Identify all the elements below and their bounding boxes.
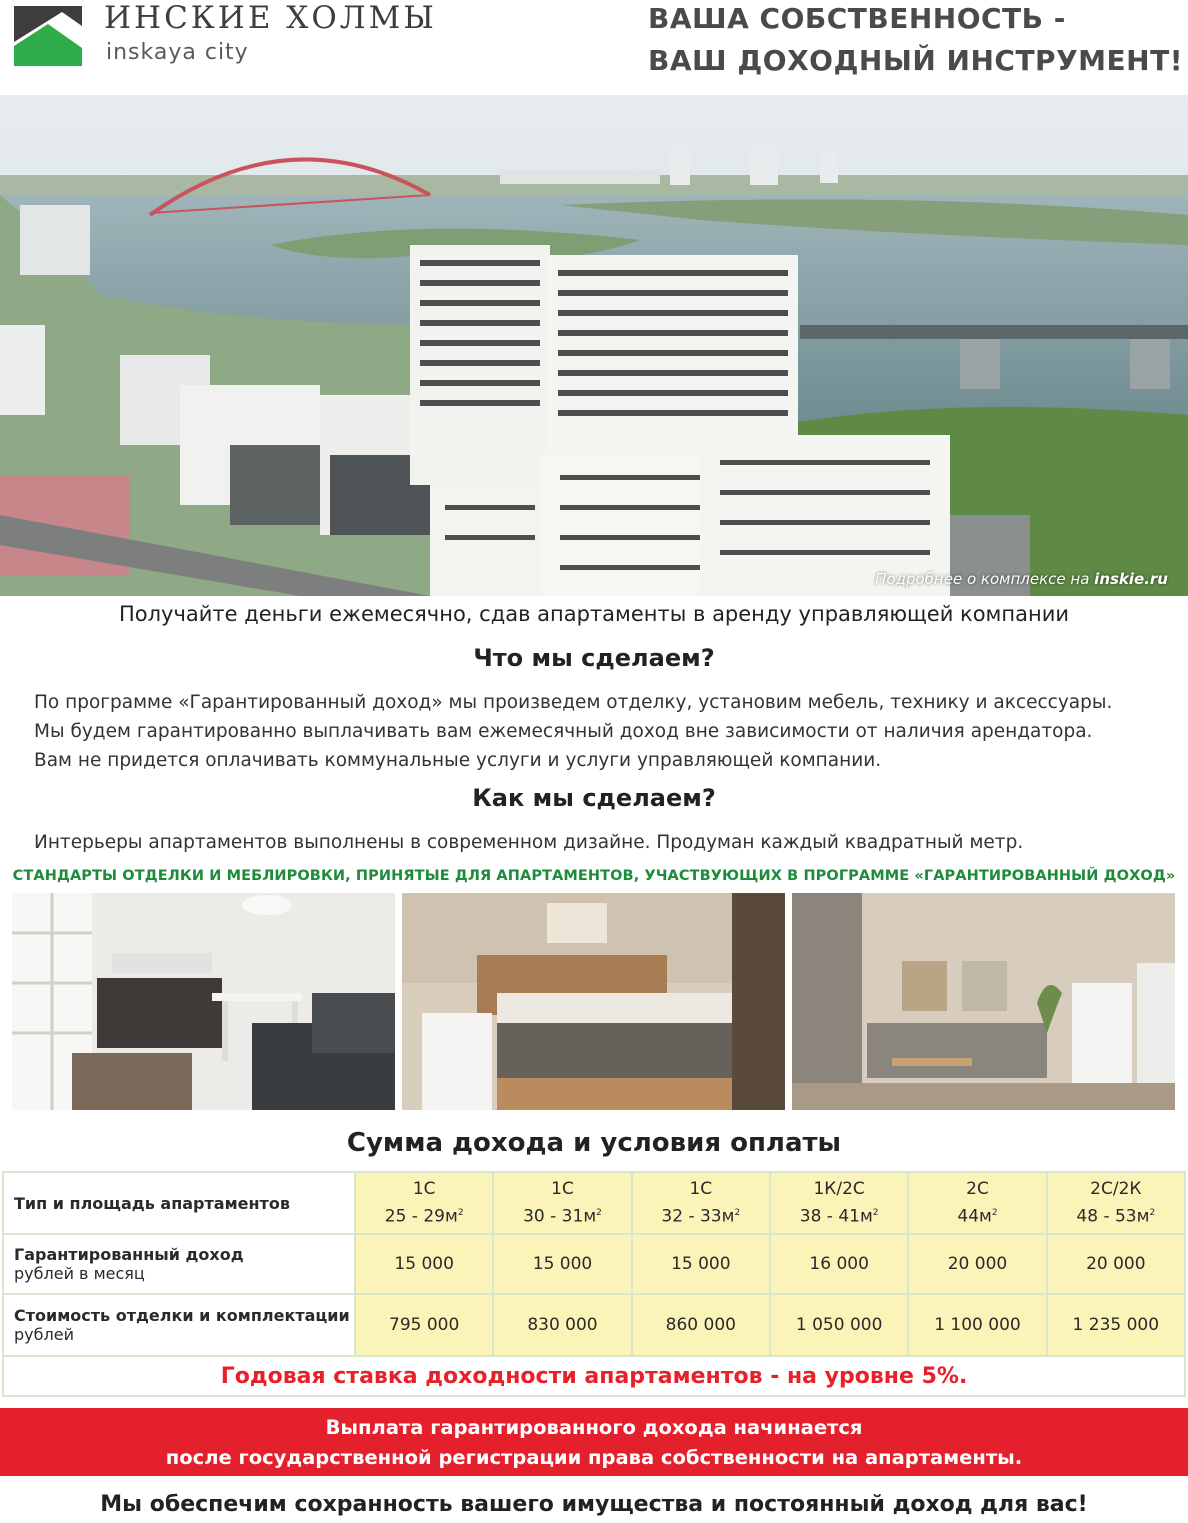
table-row <box>3 1294 1185 1356</box>
bedroom-photo <box>402 893 785 1110</box>
apartment-area: $44м^2$ <box>957 1206 998 1227</box>
type-cell <box>355 1172 493 1234</box>
hero-note-prefix: Подробнее о комплексе на <box>875 570 1090 588</box>
type-cell <box>908 1172 1046 1234</box>
kitchen-photo <box>12 893 395 1110</box>
income-table <box>2 1171 1186 1397</box>
slogan-line-1: ВАША СОБСТВЕННОСТЬ - <box>648 2 1066 35</box>
type-cell <box>770 1172 908 1234</box>
section-what-line: По программе «Гарантированный доход» мы произведем отделку, установим мебель, технику и аксессуары. <box>34 692 1113 713</box>
table-title: Сумма дохода и условия оплаты <box>346 1128 842 1158</box>
brand-subtitle: inskaya city <box>106 40 249 65</box>
row-type-label: Тип и площадь апартаментов <box>3 1172 355 1234</box>
cost-cell: 795 000 <box>355 1294 493 1356</box>
row-cost-label: Стоимость отделки и комплектации рублей <box>3 1294 355 1356</box>
cost-cell: 1 235 000 <box>1047 1294 1185 1356</box>
payment-banner <box>0 1408 1188 1476</box>
logo-icon <box>14 6 82 66</box>
closing-text: Мы обеспечим сохранность вашего имущества и постоянный доход для вас! <box>100 1492 1088 1517</box>
apartment-area: $30 - 31м^2$ <box>523 1206 602 1227</box>
section-what-text <box>34 688 1112 775</box>
section-what-line: Мы будем гарантированно выплачивать вам ежемесячный доход вне зависимости от наличия арендатора. <box>34 721 1093 742</box>
apartment-area: $48 - 53м^2$ <box>1076 1206 1156 1227</box>
cost-cell: 1 050 000 <box>770 1294 908 1356</box>
banner-line-2: после государственной регистрации права собственности на апартаменты. <box>165 1446 1023 1469</box>
brand-name: ИНСКИЕ ХОЛМЫ <box>104 0 437 36</box>
apartment-type: 2С/2К <box>1090 1179 1142 1200</box>
slogan-line-2: ВАШ ДОХОДНЫЙ ИНСТРУМЕНТ! <box>648 44 1183 77</box>
hero-image <box>0 95 1188 596</box>
type-cell <box>493 1172 631 1234</box>
table-row <box>3 1234 1185 1294</box>
income-cell: 20 000 <box>908 1234 1046 1294</box>
row-income-label: Гарантированный доход рублей в месяц <box>3 1234 355 1294</box>
income-cell: 15 000 <box>632 1234 770 1294</box>
section-what-title: Что мы сделаем? <box>473 644 715 672</box>
cost-cell: 860 000 <box>632 1294 770 1356</box>
slogan <box>648 0 1184 82</box>
standards-caption: СТАНДАРТЫ ОТДЕЛКИ И МЕБЛИРОВКИ, ПРИНЯТЫЕ ДЛЯ АПАРТАМЕНТОВ, УЧАСТВУЮЩИХ В ПРОГРАММЕ «ГАРАНТИРОВАННЫЙ ДОХОД» <box>12 868 1176 884</box>
type-cell <box>1047 1172 1185 1234</box>
cost-cell: 1 100 000 <box>908 1294 1046 1356</box>
cost-cell: 830 000 <box>493 1294 631 1356</box>
table-row <box>3 1356 1185 1396</box>
apartment-type: 2С <box>966 1179 989 1200</box>
apartment-area: $25 - 29м^2$ <box>384 1206 464 1227</box>
section-what-line: Вам не придется оплачивать коммунальные услуги и услуги управляющей компании. <box>34 750 882 771</box>
living-room-photo <box>792 893 1175 1110</box>
income-cell: 15 000 <box>493 1234 631 1294</box>
apartment-type: 1С <box>551 1179 574 1200</box>
hero-site-note <box>875 570 1168 588</box>
apartment-type: 1С <box>689 1179 713 1200</box>
banner-line-1: Выплата гарантированного дохода начинается <box>325 1416 863 1439</box>
apartment-area: $32 - 33м^2$ <box>661 1206 741 1227</box>
yield-note: Годовая ставка доходности апартаментов - на уровне 5%. <box>3 1356 1185 1396</box>
hero-site-link[interactable]: inskie.ru <box>1094 570 1168 588</box>
apartment-type: 1С <box>412 1179 436 1200</box>
apartment-type: 1К/2С <box>813 1179 865 1200</box>
section-how-text: Интерьеры апартаментов выполнены в современном дизайне. Продуман каждый квадратный метр. <box>34 832 1024 853</box>
income-cell: 16 000 <box>770 1234 908 1294</box>
section-how-title: Как мы сделаем? <box>472 784 716 812</box>
income-cell: 20 000 <box>1047 1234 1185 1294</box>
income-cell: 15 000 <box>355 1234 493 1294</box>
lead-text: Получайте деньги ежемесячно, сдав апартаменты в аренду управляющей компании <box>118 602 1070 626</box>
apartment-area: $38 - 41м^2$ <box>799 1206 879 1227</box>
type-cell <box>632 1172 770 1234</box>
table-row <box>3 1172 1185 1234</box>
